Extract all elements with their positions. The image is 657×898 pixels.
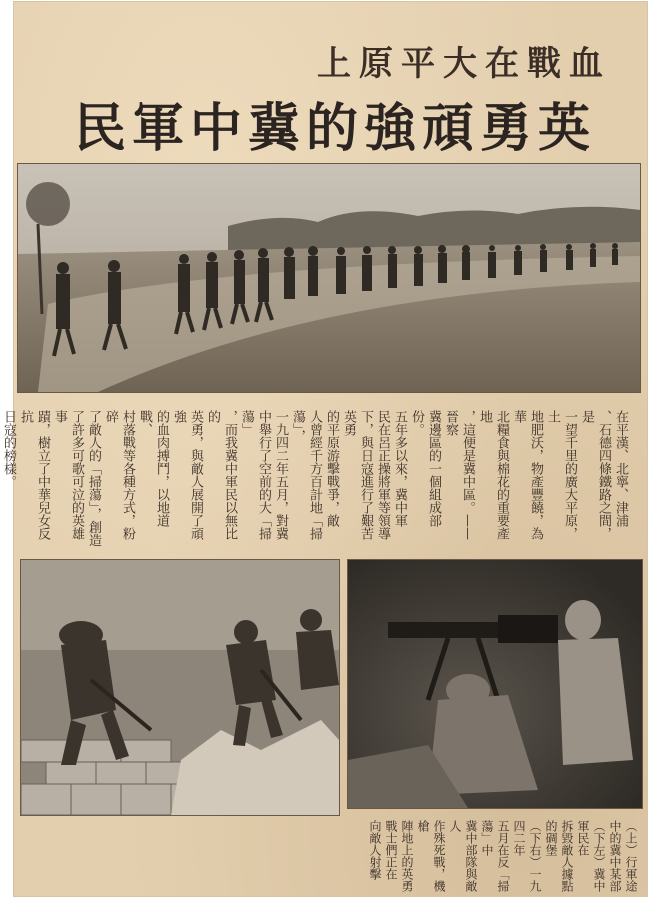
body-column: 北糧食與棉花的重要產地 [477,410,509,540]
magazine-page [1,2,647,896]
body-column: 的平原游擊戰爭，敵 [324,410,339,527]
body-column: ，這便是冀中區。——晉察 [443,410,475,540]
body-column: 中舉行了空前的大「掃蕩」 [239,410,271,540]
body-column: 、石德四條鐵路之間，是 [579,410,611,540]
body-column: 人曾經千方百計地「掃蕩」， [290,410,322,540]
caption-line: 向敵人射擊 [368,820,382,880]
caption-line: 拆毀敵人據點的碉堡 [544,820,574,892]
headline-main: 民軍中冀的強頑勇英 [74,98,597,159]
body-column: 冀邊區的一個組成部份。 [409,410,441,527]
top-photo-marching-troops [17,163,641,393]
body-column: 在平漢、北寧、津浦 [613,410,628,527]
bottom-left-photo-demolition [20,559,340,816]
machine-gun-illustration [348,560,642,808]
body-column: 地肥沃，物產豐饒，為華 [511,410,543,540]
headline-top: 上原平大在戰血 [317,44,611,84]
bottom-right-photo-machine-gun [347,559,643,809]
body-column: 一望千里的廣大平原，土 [545,410,577,540]
caption-line: （下左）冀中軍民在 [576,820,606,892]
body-column: 了許多可歌可泣的英雄事 [52,410,84,540]
body-column: 下，與日寇進行了艱苦英勇 [341,410,373,540]
caption-line: 作殊死戰，機槍 [416,820,446,892]
body-column: 了敵人的「掃蕩」，創造 [86,410,101,547]
body-column: 的血肉搏鬥，以地道戰、 [137,410,169,527]
body-column: ，而我冀中軍民以無比的 [205,410,237,540]
caption-line: 戰士們正在 [384,820,398,880]
photo-captions [39,820,639,894]
body-column: 村落戰等各種方式，粉碎 [103,410,135,540]
marching-troops-illustration [18,164,640,392]
body-column: 英勇，與敵人展開了頑強 [171,410,203,540]
caption-line: 陣地上的英勇 [400,820,414,892]
article-body [1,410,629,550]
body-column: 一九四二年五月，對冀 [273,410,288,540]
body-column: 日寇的榜樣。 [1,410,16,488]
body-column: 民在呂正操將軍等領導 [375,410,390,540]
body-column: 五年多以來，冀中軍 [392,410,407,527]
caption-line: （上）行軍途中的冀中某部 [608,820,638,892]
body-column: 蹟，樹立了中華兒女反抗 [18,410,50,540]
caption-line: 冀中部隊與敵人 [448,820,478,892]
caption-line: （下右）一九四二年 [512,820,542,892]
caption-line: 五月在反「掃蕩」中 [480,820,510,892]
demolition-illustration [21,560,339,815]
